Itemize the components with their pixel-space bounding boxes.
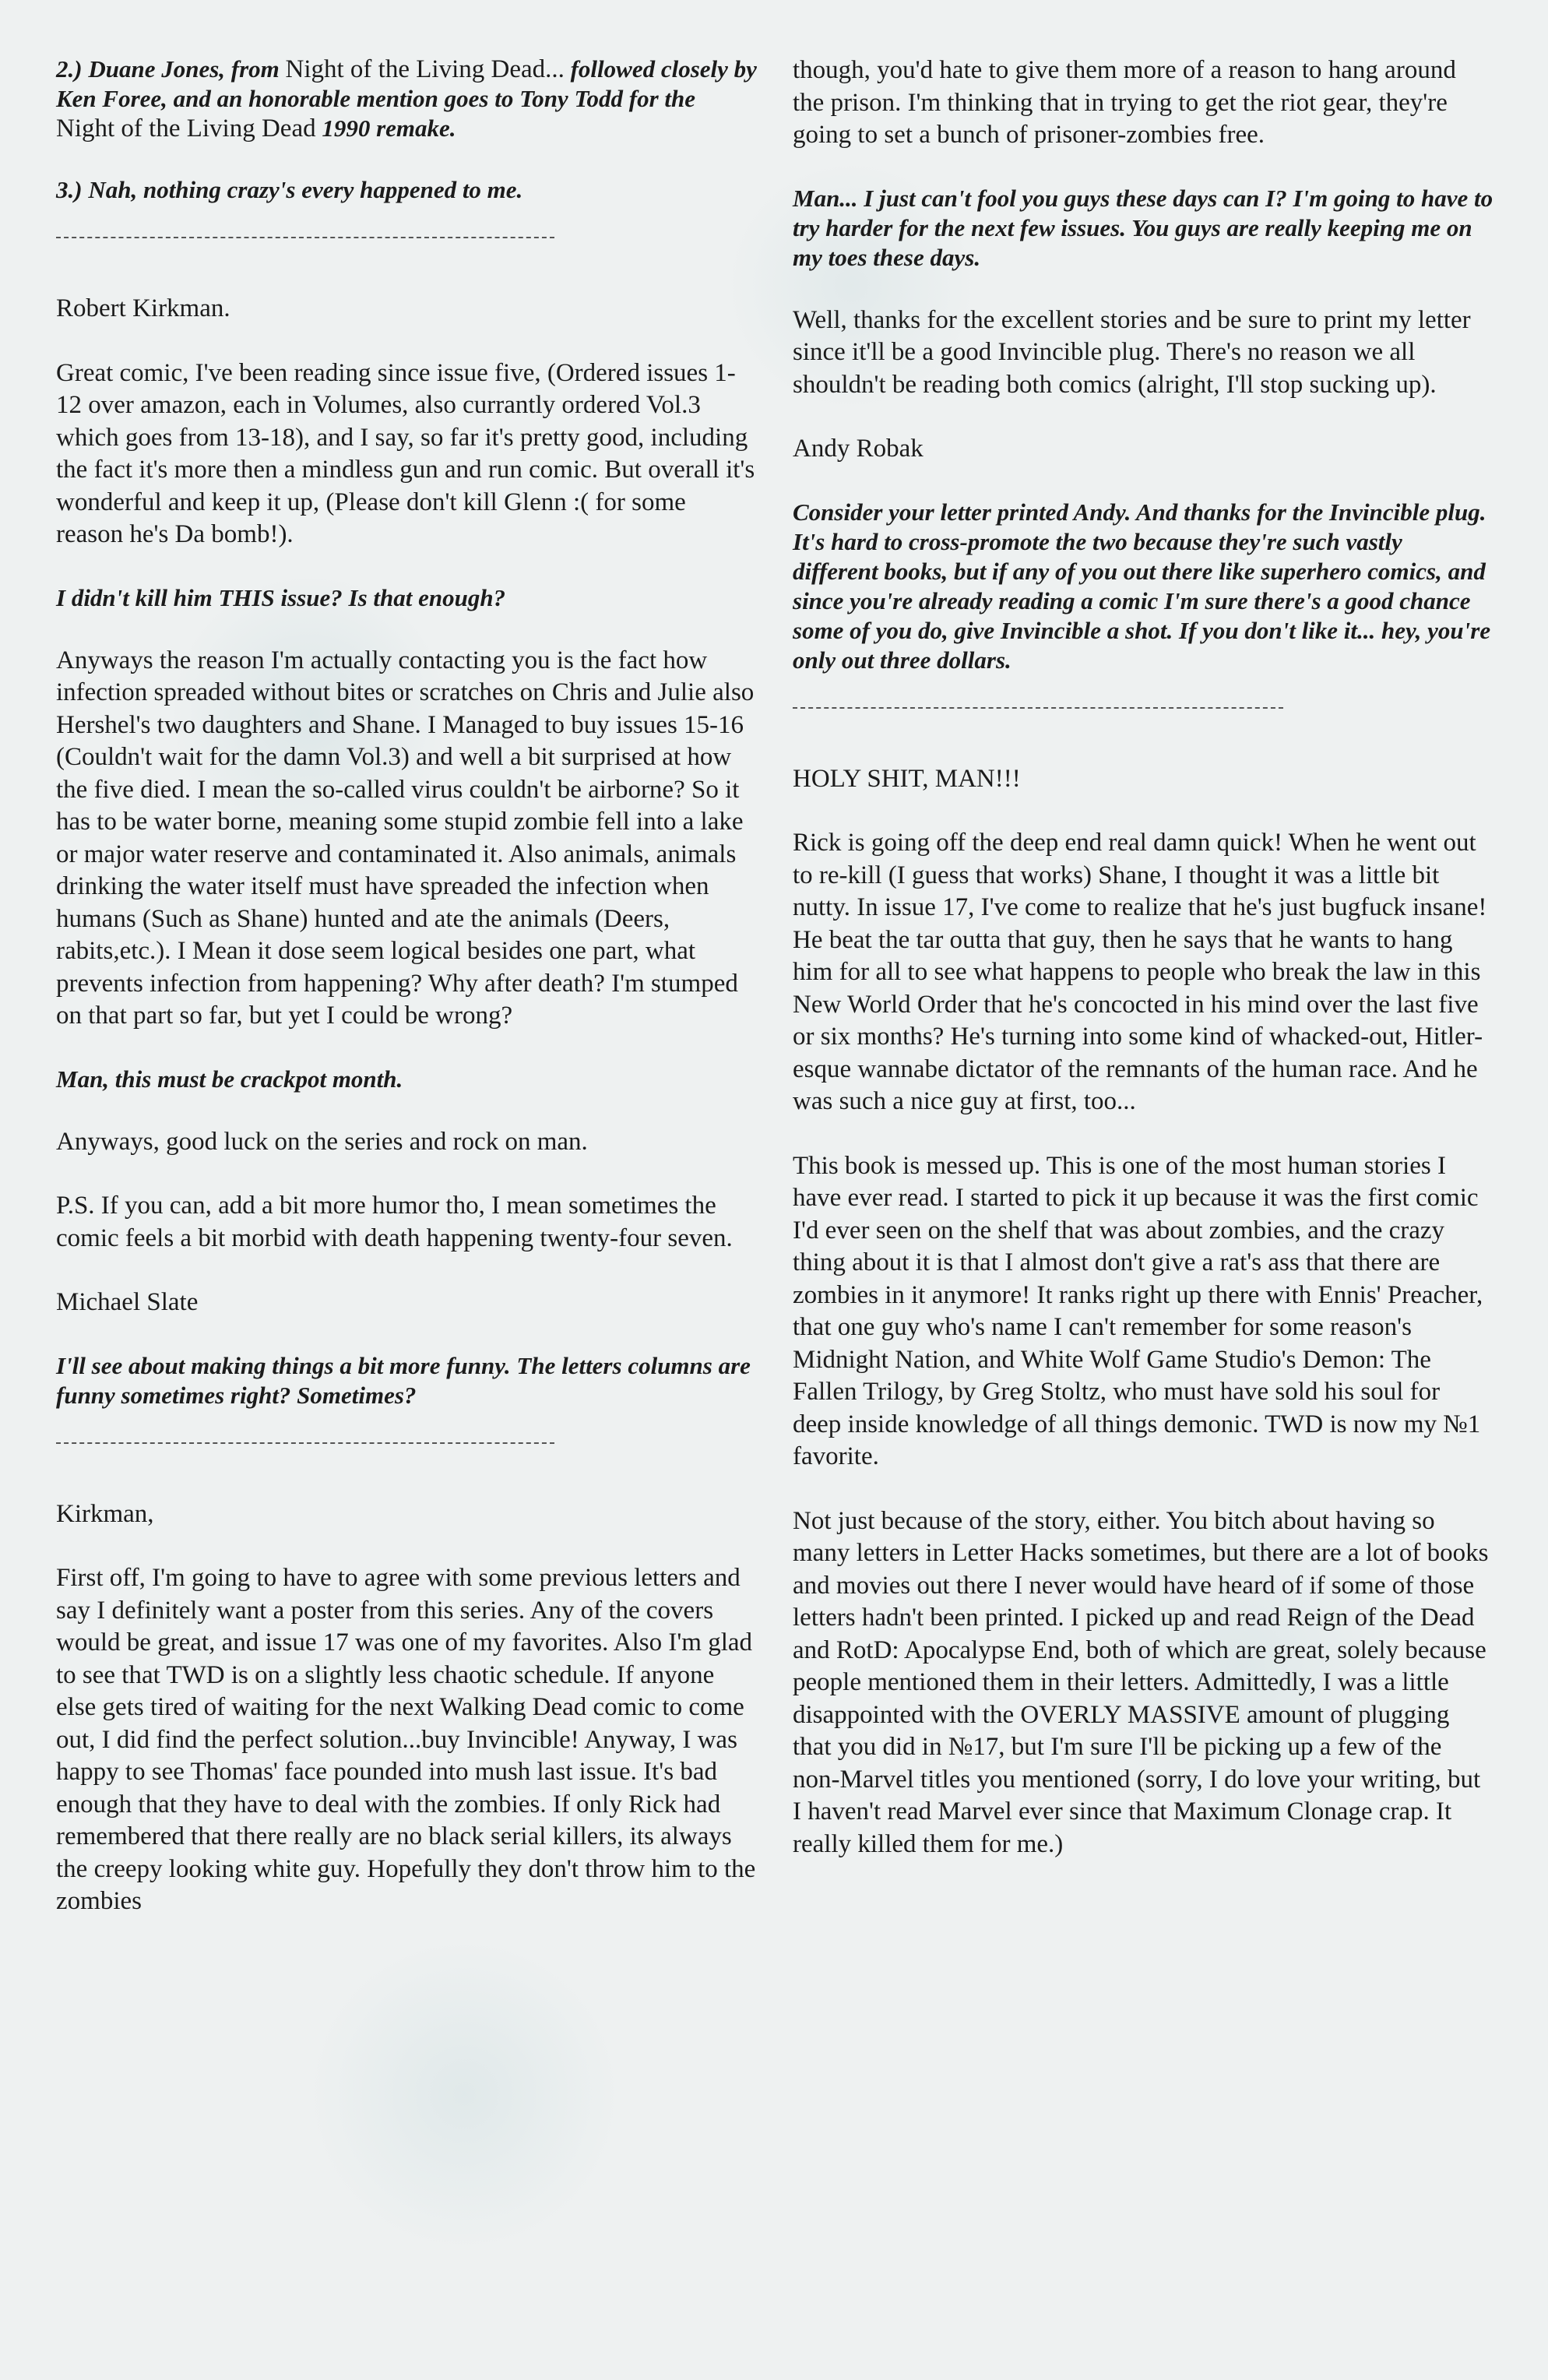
answer-2-intro: 2.) Duane Jones, from [56,55,280,83]
letter-1-salutation: Robert Kirkman. [56,294,230,322]
letter-2-reply-1: Man... I just can't fool you guys these days can I? I'm going to have to try harder for the next few issues. You guys are really keeping me on my toes these days. [793,184,1493,271]
film-title-1: Night of the Living Dead... [285,55,565,83]
section-divider [56,237,554,238]
letter-3-paragraph-2: This book is messed up. This is one of the most human stories I have ever read. I started to pick it up because it was the first comic I'd ever seen on the shelf that was about zombies, and the crazy thing about it is that I almost don't give a rat's ass that there are zombies in it anymore! It ranks right up there with Ennis' Preacher, that one guy who's name I can't remember for some reason's Midnight Nation, and White Wolf Game Studio's Demon: The Fallen Trilogy, by Greg Stoltz, who must have sold his soul for deep inside knowledge of all things demonic. TWD is now my №1 favorite. [793,1151,1483,1470]
section-divider [56,1442,554,1444]
letter-1-reply-1: I didn't kill him THIS issue? Is that enough? [56,583,506,611]
left-column [56,55,757,1950]
letter-2-reply-2: Consider your letter printed Andy. And thanks for the Invincible plug. It's hard to cross-promote the two because they're such vastly different books, but if any of you out there like superhero comics, and since you're already reading a comic I'm sure there's a good chance some of you do, give Invincible a shot. If you don't like it... hey, you're only out three dollars. [793,498,1491,674]
section-divider [793,707,1283,709]
letter-1-postscript: P.S. If you can, add a bit more humor tho, I mean sometimes the comic feels a bit morbid with death happening twenty-four seven. [56,1192,733,1252]
letter-1-paragraph-3: Anyways, good luck on the series and rock on man. [56,1127,588,1156]
letter-2-paragraph-2: Well, thanks for the excellent stories and be sure to print my letter since it'll be a good Invincible plug. There's no reason we all shouldn't be reading both comics (alright, I'll stop sucking up). [793,305,1471,399]
letter-1-reply-3: I'll see about making things a bit more funny. The letters columns are funny sometimes right? Sometimes? [56,1351,751,1409]
letter-2-salutation: Kirkman, [56,1499,154,1528]
letter-1-signature: Michael Slate [56,1288,199,1316]
answer-2-end: 1990 remake. [322,114,456,142]
answer-3: 3.) Nah, nothing crazy's every happened to me. [56,176,523,203]
letter-2-paragraph-1: First off, I'm going to have to agree with some previous letters and say I definitely want a poster from this series. Any of the covers would be great, and issue 17 was one of my favorites. Also I'm glad to see that TWD is on a slightly less chaotic schedule. If anyone else gets tired of waiting for the next Walking Dead comic to come out, I did find the perfect solution...buy Invincible! Anyway, I was happy to see Thomas' face pounded into mush last issue. It's bad enough that they have to deal with the zombies. If only Rick had remembered that there really are no black serial killers, its always the creepy looking white guy. Hopefully they don't throw him to the zombies [56,1564,756,1915]
letter-2-paragraph-1-continued: though, you'd hate to give them more of a reason to hang around the prison. I'm thinking that in trying to get the riot gear, they're going to set a bunch of prisoner-zombies free. [793,56,1456,149]
letter-1-paragraph-2: Anyways the reason I'm actually contacting you is the fact how infection spreaded without bites or scratches on Chris and Julie also Hershel's two daughters and Shane. I Managed to buy issues 15-16 (Couldn't wait for the damn Vol.3) and well a bit surprised at how the five died. I mean the so-called virus couldn't be airborne? So it has to be water borne, meaning some stupid zombie fell into a lake or major water reserve and contaminated it. Also animals, animals drinking the water itself must have spreaded the infection when humans (Such as Shane) hunted and ate the animals (Deers, rabits,etc.). I Mean it dose seem logical besides one part, what prevents infection from happening? Why after death? I'm stumped on that part so far, but yet I could be wrong? [56,646,755,1030]
letter-1-reply-2: Man, this must be crackpot month. [56,1065,403,1093]
letter-1-paragraph-1: Great comic, I've been reading since issue five, (Ordered issues 1-12 over amazon, each in Volumes, also currantly ordered Vol.3 which goes from 13-18), and I say, so far it's pretty good, including the fact it's more then a mindless gun and run comic. But overall it's wonderful and keep it up, (Please don't kill Glenn :( for some reason he's Da bomb!). [56,358,755,548]
letter-2-signature: Andy Robak [793,435,924,463]
answer-2-mid: followed closely by Ken Foree, and an honorable mention goes to Tony Todd for the [56,55,757,112]
letter-3-paragraph-1: Rick is going off the deep end real damn quick! When he went out to re-kill (I guess that works) Shane, I thought it was a little bit nutty. In issue 17, I've come to realize that he's just bugfuck insane! He beat the tar outta that guy, then he says that he wants to hang him for all to see what happens to people who break the law in this New World Order that he's concocted in his mind over the last five or six months? He's turning into some kind of whacked-out, Hitler-esque wannabe dictator of the remnants of the human race. And he was such a nice guy at first, too... [793,829,1487,1115]
right-column [793,55,1493,1892]
letter-3-paragraph-3: Not just because of the story, either. You bitch about having so many letters in Letter Hacks sometimes, but there are a lot of books and movies out there I never would have heard of if some of those letters hadn't been printed. I picked up and read Reign of the Dead and RotD: Apocalypse End, both of which are great, solely because people mentioned them in their letters. Admittedly, I was a little disappointed with the OVERLY MASSIVE amount of plugging that you did in №17, but I'm sure I'll be picking up a few of the non-Marvel titles you mentioned (sorry, I do love your writing, but I haven't read Marvel ever since that Maximum Clonage crap. It really killed them for me.) [793,1506,1489,1858]
answer-2 [56,55,757,143]
letter-3-salutation: HOLY SHIT, MAN!!! [793,764,1021,793]
film-title-2: Night of the Living Dead [56,114,316,143]
